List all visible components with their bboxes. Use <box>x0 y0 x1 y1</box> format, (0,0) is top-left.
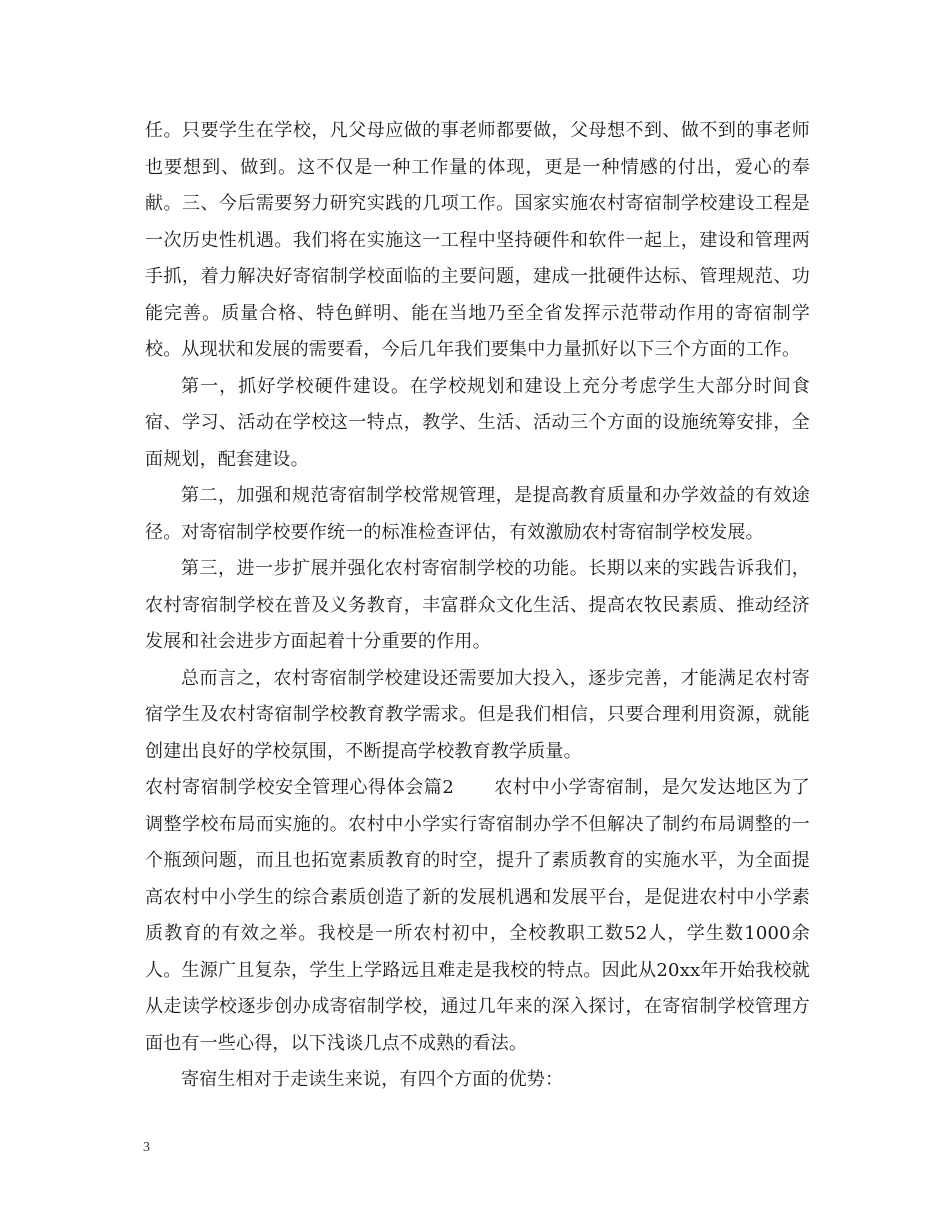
section-2-heading: 农村寄宿制学校安全管理心得体会篇2 <box>145 777 455 798</box>
paragraph-first-point: 第一，抓好学校硬件建设。在学校规划和建设上充分考虑学生大部分时间食宿、学习、活动在学校这一特点，教学、生活、活动三个方面的设施统筹安排，全面规划，配套建设。 <box>145 375 810 470</box>
page-number: 3 <box>143 1140 150 1155</box>
paragraph-second-point: 第二，加强和规范寄宿制学校常规管理，是提高教育质量和办学效益的有效途径。对寄宿制学校要作统一的标准检查评估，有效激励农村寄宿制学校发展。 <box>145 485 810 543</box>
paragraph-section-2 <box>145 770 810 1062</box>
document-body <box>145 113 810 1099</box>
section-2-body: 农村中小学寄宿制，是欠发达地区为了调整学校布局而实施的。农村中小学实行寄宿制办学不但解决了制约布局调整的一个瓶颈问题，而且也拓宽素质教育的时空，提升了素质教育的实施水平，为全面提高农村中小学生的综合素质创造了新的发展机遇和发展平台，是促进农村中小学素质教育的有效之举。我校是一所农村初中，全校教职工数52人，学生数1000余人。生源广且复杂，学生上学路远且难走是我校的特点。因此从20xx年开始我校就从走读学校逐步创办成寄宿制学校，通过几年来的深入探讨，在寄宿制学校管理方面也有一些心得，以下浅谈几点不成熟的看法。 <box>145 777 810 1054</box>
paragraph-continued: 任。只要学生在学校，凡父母应做的事老师都要做，父母想不到、做不到的事老师也要想到、做到。这不仅是一种工作量的体现，更是一种情感的付出，爱心的奉献。三、今后需要努力研究实践的几项工作。国家实施农村寄宿制学校建设工程是一次历史性机遇。我们将在实施这一工程中坚持硬件和软件一起上，建设和管理两手抓，着力解决好寄宿制学校面临的主要问题，建成一批硬件达标、管理规范、功能完善。质量合格、特色鲜明、能在当地乃至全省发挥示范带动作用的寄宿制学校。从现状和发展的需要看，今后几年我们要集中力量抓好以下三个方面的工作。 <box>145 120 810 360</box>
paragraph-advantages-intro: 寄宿生相对于走读生来说，有四个方面的优势： <box>181 1069 564 1090</box>
paragraph-conclusion: 总而言之，农村寄宿制学校建设还需要加大投入，逐步完善，才能满足农村寄宿学生及农村寄宿制学校教育教学需求。但是我们相信，只要合理利用资源，就能创建出良好的学校氛围，不断提高学校教育教学质量。 <box>145 667 810 762</box>
paragraph-third-point: 第三，进一步扩展并强化农村寄宿制学校的功能。长期以来的实践告诉我们，农村寄宿制学校在普及义务教育，丰富群众文化生活、提高农牧民素质、推动经济发展和社会进步方面起着十分重要的作用。 <box>145 558 810 652</box>
